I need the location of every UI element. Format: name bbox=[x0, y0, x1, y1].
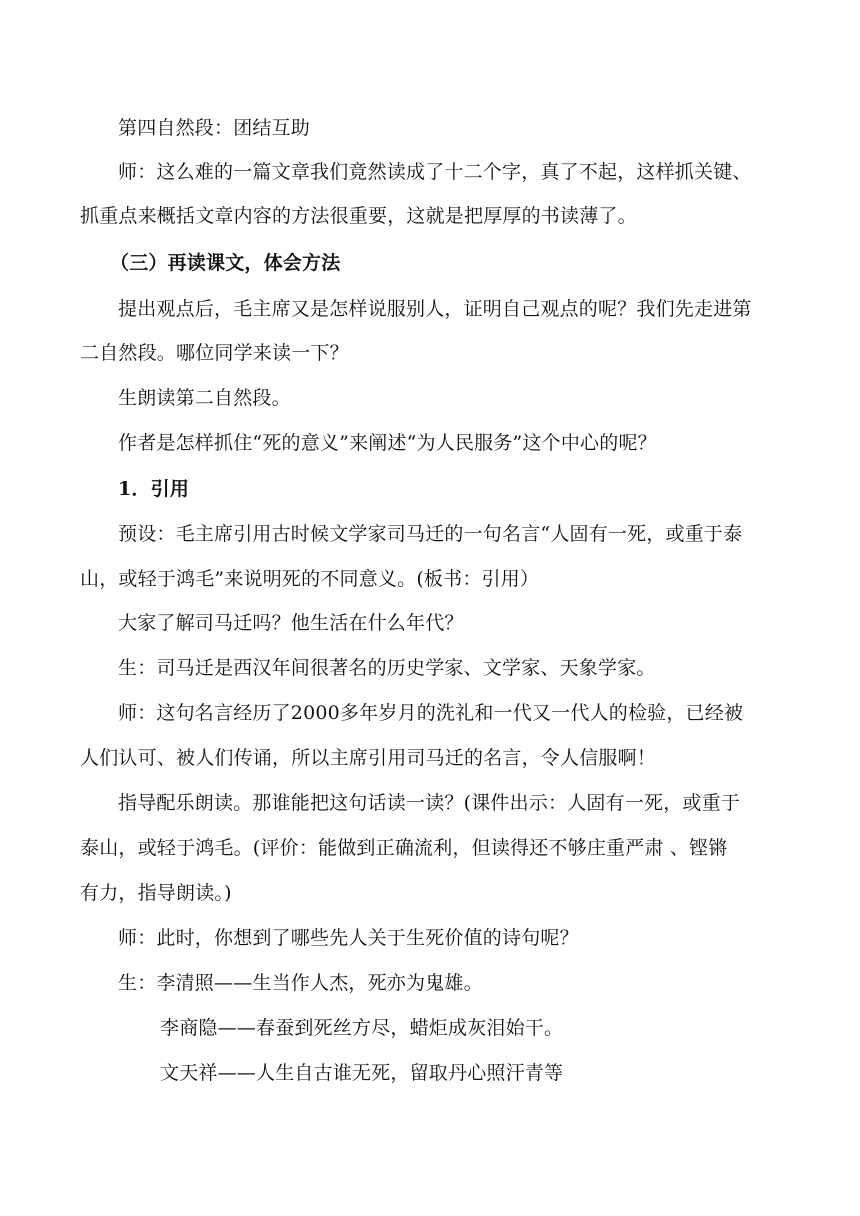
question-simaqian-line: 大家了解司马迁吗？他生活在什么年代？ bbox=[118, 612, 464, 634]
teacher-quote-line-1: 师：这句名言经历了2000多年岁月的洗礼和一代又一代人的检验，已经被 bbox=[118, 702, 744, 724]
subheading-quote: 1．引用 bbox=[118, 478, 190, 500]
teacher-remark-line-2: 抓重点来概括文章内容的方法很重要，这就是把厚厚的书读薄了。 bbox=[80, 205, 637, 227]
section-heading-reread: （三）再读课文，体会方法 bbox=[110, 252, 341, 274]
teacher-remark-line-1: 师：这么难的一篇文章我们竟然读成了十二个字，真了不起，这样抓关键、 bbox=[118, 161, 752, 183]
student-answer-line: 生：司马迁是西汉年间很著名的历史学家、文学家、天象学家。 bbox=[118, 657, 656, 679]
question-paragraph-line-2: 二自然段。哪位同学来读一下？ bbox=[80, 342, 349, 364]
poem-li-shangyin-line: 李商隐——春蚕到死丝方尽，蜡炬成灰泪始干。 bbox=[160, 1017, 564, 1039]
author-question-line: 作者是怎样抓住“死的意义”来阐述“为人民服务”这个中心的呢？ bbox=[118, 432, 657, 454]
teacher-quote-line-2: 人们认可、被人们传诵，所以主席引用司马迁的名言，令人信服啊！ bbox=[80, 747, 657, 769]
teacher-poem-question-line: 师：此时，你想到了哪些先人关于生死价值的诗句呢？ bbox=[118, 927, 579, 949]
guide-reading-line-3: 有力，指导朗读。) bbox=[80, 882, 232, 904]
guide-reading-line-1: 指导配乐朗读。那谁能把这句话读一读？(课件出示：人固有一死，或重于 bbox=[118, 792, 741, 814]
question-paragraph-line-1: 提出观点后，毛主席又是怎样说服别人，证明自己观点的呢？我们先走进第 bbox=[118, 298, 752, 320]
poem-wen-tianxiang-line: 文天祥——人生自古谁无死，留取丹心照汗青等 bbox=[160, 1062, 564, 1084]
preset-paragraph-line-1: 预设：毛主席引用古时候文学家司马迁的一句名言“人固有一死，或重于泰 bbox=[118, 523, 743, 545]
poem-li-qingzhao-line: 生：李清照——生当作人杰，死亦为鬼雄。 bbox=[118, 972, 483, 994]
student-reading-line: 生朗读第二自然段。 bbox=[118, 387, 291, 409]
preset-paragraph-line-2: 山，或轻于鸿毛”来说明死的不同意义。(板书：引用） bbox=[80, 568, 540, 590]
paragraph-4th-section: 第四自然段：团结互助 bbox=[118, 117, 311, 139]
guide-reading-line-2: 泰山，或轻于鸿毛。(评价：能做到正确流利，但读得还不够庄重严肃 、铿锵 bbox=[80, 837, 728, 859]
